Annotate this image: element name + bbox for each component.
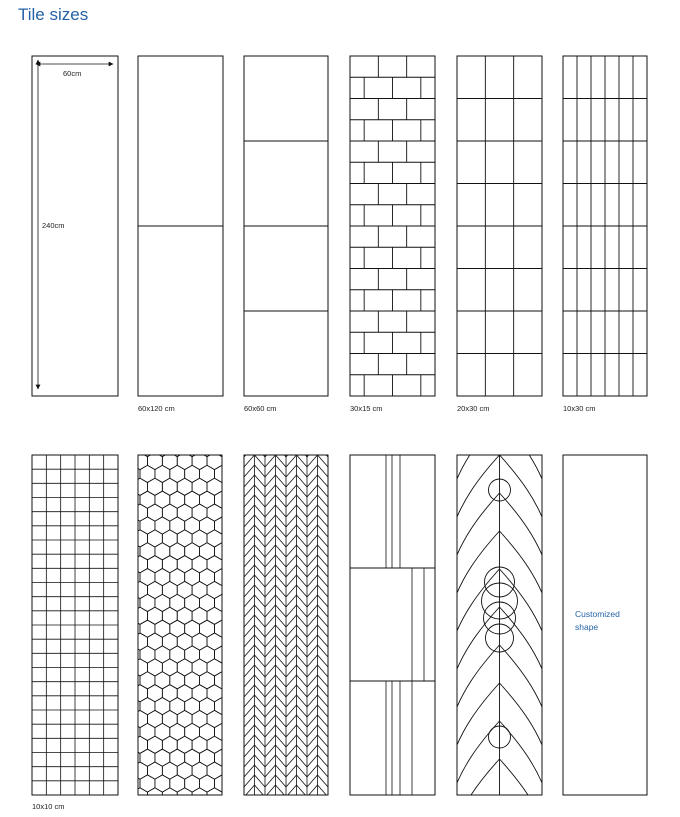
- caption-20x30: 20x30 cm: [457, 404, 490, 413]
- chevron-tile: [307, 805, 328, 817]
- hexagon-tile: [192, 788, 207, 805]
- caption-30x15: 30x15 cm: [350, 404, 383, 413]
- chevron-tile: [244, 805, 265, 817]
- hexagon-tile: [229, 440, 244, 457]
- leaf-vein-right: [500, 379, 549, 457]
- hexagon-tile: [118, 685, 133, 702]
- hexagon-tile: [229, 723, 244, 740]
- hexagon-tile: [229, 646, 244, 663]
- chevron-tile: [286, 795, 307, 807]
- chevron-tile: [265, 805, 286, 817]
- tile-10x30: [563, 56, 647, 396]
- chevron-tile: [244, 795, 265, 807]
- chevron-tile: [244, 435, 265, 447]
- hexagon-tile: [118, 530, 133, 547]
- leaf-vein-left: [451, 683, 500, 761]
- custom-shape-label: Customized shape: [575, 609, 620, 632]
- caption-60x60: 60x60 cm: [244, 404, 277, 413]
- hexagon-tile: [118, 633, 133, 650]
- leaf-vein-left: [451, 493, 500, 571]
- hexagon-tile: [155, 801, 170, 817]
- chevron-tile: [286, 435, 307, 447]
- hexagon-tile: [229, 672, 244, 689]
- panel-60x240: [32, 56, 118, 396]
- hexagon-tile: [118, 762, 133, 779]
- hexagon-tile: [229, 517, 244, 534]
- hexagon-tile: [222, 633, 237, 650]
- chevron-tile: [265, 425, 286, 437]
- hexagon-tile: [162, 788, 177, 805]
- tile-10x10: [32, 455, 118, 795]
- leaf-vein-left: [451, 759, 500, 817]
- leaf-vein-left: [451, 721, 500, 799]
- leaf-vein-left: [451, 797, 500, 817]
- hexagon-tile: [229, 465, 244, 482]
- chevron-tile: [286, 425, 307, 437]
- leaf-vein-right: [500, 683, 549, 761]
- chevron-tile: [307, 425, 328, 437]
- caption-10x30: 10x30 cm: [563, 404, 596, 413]
- hexagon-tile: [229, 698, 244, 715]
- hexagon-tile: [222, 710, 237, 727]
- hexagon-tile: [222, 452, 237, 469]
- chevron-tile: [286, 805, 307, 817]
- hexagon-tile: [214, 440, 229, 457]
- chevron-tile: [307, 795, 328, 807]
- leaf-vein-right: [500, 417, 549, 495]
- hexagon-tile: [222, 478, 237, 495]
- chevron-tile: [265, 435, 286, 447]
- tile-60x60: [244, 56, 328, 396]
- hexagon-tile: [140, 440, 155, 457]
- pattern-chevron: [244, 425, 328, 817]
- hexagon-tile: [229, 801, 244, 817]
- hexagon-tile: [133, 788, 148, 805]
- hexagon-tile: [125, 440, 140, 457]
- pattern-hexagon: [118, 440, 245, 817]
- hexagon-tile: [222, 607, 237, 624]
- hexagon-tile: [229, 620, 244, 637]
- hexagon-tile: [229, 775, 244, 792]
- leaf-vein-left: [451, 455, 500, 533]
- hexagon-tile: [185, 440, 200, 457]
- hexagon-tile: [118, 710, 133, 727]
- hexagon-tile: [177, 788, 192, 805]
- leaf-vein-left: [451, 531, 500, 609]
- leaf-vein-left: [451, 417, 500, 495]
- chevron-tile: [307, 435, 328, 447]
- hexagon-tile: [118, 556, 133, 573]
- hexagon-tile: [214, 801, 229, 817]
- hexagon-tile: [200, 440, 215, 457]
- hexagon-tile: [229, 543, 244, 560]
- hexagon-tile: [222, 685, 237, 702]
- hexagon-tile: [118, 581, 133, 598]
- leaf-vein-right: [500, 607, 549, 685]
- leaf-vein-right: [500, 569, 549, 647]
- tile-60x120: [138, 56, 223, 396]
- hexagon-tile: [229, 594, 244, 611]
- leaf-vein-left: [451, 379, 500, 457]
- hexagon-tile: [207, 788, 222, 805]
- chevron-tile: [265, 795, 286, 807]
- leaf-vein-right: [500, 759, 549, 817]
- hexagon-tile: [118, 607, 133, 624]
- hexagon-tile: [229, 749, 244, 766]
- hexagon-tile: [155, 440, 170, 457]
- hexagon-tile: [118, 736, 133, 753]
- leaf-vein-right: [500, 531, 549, 609]
- leaf-vein-left: [451, 569, 500, 647]
- hexagon-tile: [222, 556, 237, 573]
- hexagon-tile: [200, 801, 215, 817]
- hexagon-tile: [222, 659, 237, 676]
- leaf-vein-left: [451, 645, 500, 723]
- leaf-vein-right: [500, 645, 549, 723]
- tile-30x15: [350, 56, 435, 396]
- hexagon-tile: [118, 478, 133, 495]
- hexagon-tile: [185, 801, 200, 817]
- hexagon-tile: [170, 801, 185, 817]
- caption-60x120: 60x120 cm: [138, 404, 175, 413]
- hexagon-tile: [118, 659, 133, 676]
- hexagon-tile: [222, 504, 237, 521]
- tile-20x30: [457, 56, 542, 396]
- hexagon-tile: [118, 788, 133, 805]
- width-label: 60cm: [63, 69, 82, 78]
- hexagon-tile: [222, 530, 237, 547]
- hexagon-tile: [222, 762, 237, 779]
- leaf-vein-right: [500, 493, 549, 571]
- pattern-stripe-blocks: [350, 455, 435, 795]
- hexagon-tile: [140, 801, 155, 817]
- hexagon-tile: [229, 569, 244, 586]
- hexagon-tile: [222, 788, 237, 805]
- hexagon-tile: [222, 736, 237, 753]
- hexagon-tile: [229, 491, 244, 508]
- height-label: 240cm: [42, 221, 65, 230]
- caption-10x10: 10x10 cm: [32, 802, 65, 811]
- leaf-vein-left: [451, 607, 500, 685]
- chevron-tile: [244, 425, 265, 437]
- hexagon-tile: [222, 581, 237, 598]
- leaf-vein-right: [500, 721, 549, 799]
- hexagon-tile: [118, 504, 133, 521]
- page-title: Tile sizes: [18, 5, 89, 24]
- hexagon-tile: [118, 452, 133, 469]
- hexagon-tile: [125, 801, 140, 817]
- hexagon-tile: [147, 788, 162, 805]
- leaf-vein-right: [500, 797, 549, 817]
- hexagon-tile: [170, 440, 185, 457]
- pattern-leaf-circles: [451, 379, 548, 817]
- leaf-vein-right: [500, 455, 549, 533]
